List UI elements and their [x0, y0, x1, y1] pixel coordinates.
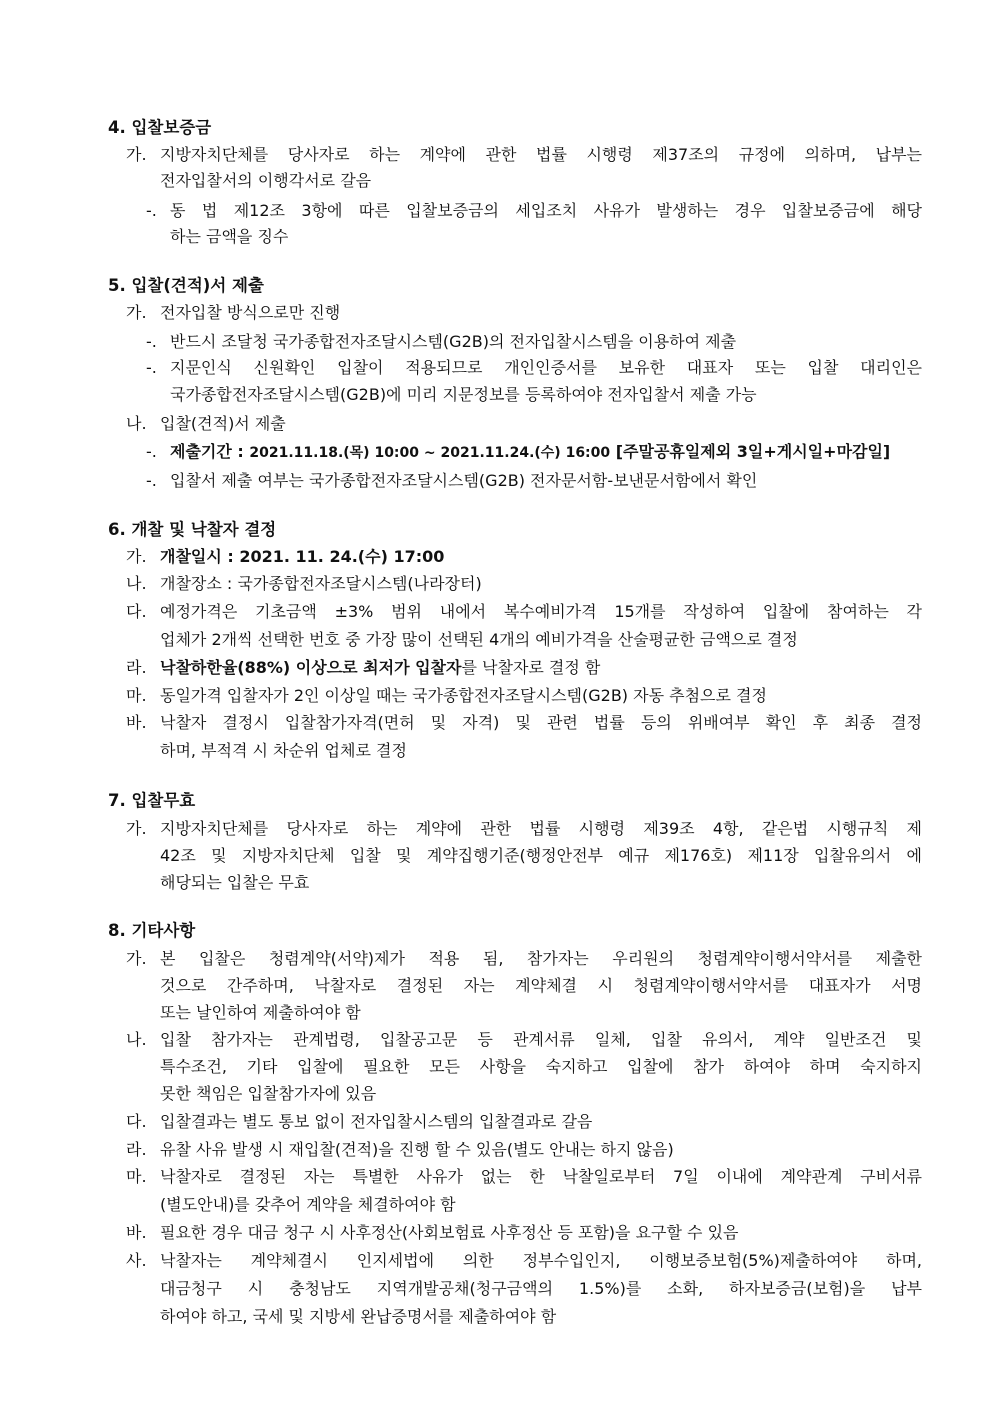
paragraph-line: 것으로 간주하며, 낙찰자로 결정된 자는 계약체결 시 청렴계약이행서약서를 대표자가 서명 — [160, 976, 922, 995]
paragraph-line: 전자입찰서의 이행각서로 갈음 — [160, 171, 372, 190]
sub-item-marker: -. — [146, 442, 157, 461]
section-heading: 8. 기타사항 — [108, 921, 196, 940]
item-marker: 다. — [126, 1112, 147, 1131]
paragraph-line: 특수조건, 기타 입찰에 필요한 모든 사항을 숙지하고 입찰에 참가 하여야 하며 숙지하지 — [160, 1057, 922, 1076]
item-marker: 마. — [126, 686, 147, 705]
submission-period-dates: 2021.11.18.(목) 10:00 ~ 2021.11.24.(수) 16:00 — [249, 445, 611, 461]
item-marker: 라. — [126, 658, 147, 677]
paragraph-line: 지문인식 신원확인 입찰이 적용되므로 개인인증서를 보유한 대표자 또는 입찰 대리인은 — [170, 358, 922, 377]
award-threshold: 낙찰하한율(88%) 이상으로 최저가 입찰자 — [160, 658, 462, 677]
sub-item-marker: -. — [146, 201, 157, 220]
section-heading: 5. 입찰(견적)서 제출 — [108, 276, 264, 295]
sub-item-marker: -. — [146, 358, 157, 377]
paragraph-line: 필요한 경우 대금 청구 시 사후정산(사회보험료 사후정산 등 포함)을 요구할 수 있음 — [160, 1223, 739, 1242]
paragraph-line: 본 입찰은 청렴계약(서약)제가 적용 됨, 참가자는 우리원의 청렴계약이행서약서를 제출한 — [160, 949, 922, 968]
paragraph-line: 지방자치단체를 당사자로 하는 계약에 관한 법률 시행령 제37조의 규정에 의하며, 납부는 — [160, 145, 922, 164]
section-heading: 7. 입찰무효 — [108, 791, 196, 810]
item-marker: 나. — [126, 1030, 147, 1049]
submission-period — [170, 439, 890, 465]
paragraph-line: 전자입찰 방식으로만 진행 — [160, 303, 341, 322]
paragraph-line: 유찰 사유 발생 시 재입찰(견적)을 진행 할 수 있음(별도 안내는 하지 않음) — [160, 1140, 674, 1159]
sub-item-marker: -. — [146, 471, 157, 490]
section-heading: 6. 개찰 및 낙찰자 결정 — [108, 520, 277, 539]
award-threshold-rest: 를 낙찰자로 결정 함 — [461, 658, 601, 677]
paragraph-line: 해당되는 입찰은 무효 — [160, 873, 310, 892]
item-marker: 바. — [126, 713, 147, 732]
paragraph-line: 국가종합전자조달시스템(G2B)에 미리 지문정보를 등록하여야 전자입찰서 제출 가능 — [170, 385, 757, 404]
item-marker: 바. — [126, 1223, 147, 1242]
paragraph-line: (별도안내)를 갖추어 계약을 체결하여야 함 — [160, 1195, 456, 1214]
paragraph-line: 하여야 하고, 국세 및 지방세 완납증명서를 제출하여야 함 — [160, 1307, 557, 1326]
item-marker: 가. — [126, 303, 147, 322]
paragraph-line: 지방자치단체를 당사자로 하는 계약에 관한 법률 시행령 제39조 4항, 같은법 시행규칙 제 — [160, 819, 922, 838]
paragraph-line: 낙찰자는 계약체결시 인지세법에 의한 정부수입인지, 이행보증보험(5%)제출하여야 하며, — [160, 1251, 922, 1270]
paragraph-line: 또는 날인하여 제출하여야 함 — [160, 1003, 361, 1022]
paragraph-line: 업체가 2개씩 선택한 번호 중 가장 많이 선택된 4개의 예비가격을 산술평균한 금액으로 결정 — [160, 630, 798, 649]
submission-period-note: [주말공휴일제외 3일+게시일+마감일] — [615, 442, 891, 461]
paragraph-line: 하는 금액을 징수 — [170, 227, 289, 246]
section-heading: 4. 입찰보증금 — [108, 118, 212, 137]
paragraph-line: 낙찰자 결정시 입찰참가자격(면허 및 자격) 및 관련 법률 등의 위배여부 확인 후 최종 결정 — [160, 713, 922, 732]
paragraph-line: 42조 및 지방자치단체 입찰 및 계약집행기준(행정안전부 예규 제176호) 제11장 입찰유의서 에 — [160, 846, 922, 865]
item-marker: 마. — [126, 1167, 147, 1186]
paragraph-line: 입찰(견적)서 제출 — [160, 414, 286, 433]
item-marker: 나. — [126, 414, 147, 433]
item-marker: 나. — [126, 574, 147, 593]
paragraph-line: 못한 책임은 입찰참가자에 있음 — [160, 1084, 377, 1103]
item-marker: 가. — [126, 949, 147, 968]
item-marker: 가. — [126, 547, 147, 566]
submission-period-label: 제출기간 : — [170, 442, 244, 461]
paragraph-line: 낙찰자로 결정된 자는 특별한 사유가 없는 한 낙찰일로부터 7일 이내에 계약관계 구비서류 — [160, 1167, 922, 1186]
item-marker: 사. — [126, 1251, 147, 1270]
paragraph-line: 동 법 제12조 3항에 따른 입찰보증금의 세입조치 사유가 발생하는 경우 입찰보증금에 해당 — [170, 201, 922, 220]
item-marker: 다. — [126, 602, 147, 621]
paragraph-line — [160, 655, 600, 681]
paragraph-line: 개찰장소 : 국가종합전자조달시스템(나라장터) — [160, 574, 482, 593]
paragraph-line: 입찰 참가자는 관계법령, 입찰공고문 등 관계서류 일체, 입찰 유의서, 계약 일반조건 및 — [160, 1030, 922, 1049]
paragraph-line: 입찰서 제출 여부는 국가종합전자조달시스템(G2B) 전자문서함-보낸문서함에서 확인 — [170, 471, 758, 490]
paragraph-line: 대금청구 시 충청남도 지역개발공채(청구금액의 1.5%)를 소화, 하자보증금(보험)을 납부 — [160, 1279, 922, 1298]
sub-item-marker: -. — [146, 332, 157, 351]
item-marker: 가. — [126, 145, 147, 164]
paragraph-line: 하며, 부적격 시 차순위 업체로 결정 — [160, 741, 407, 760]
item-marker: 라. — [126, 1140, 147, 1159]
paragraph-line: 입찰결과는 별도 통보 없이 전자입찰시스템의 입찰결과로 갈음 — [160, 1112, 593, 1131]
paragraph-line: 동일가격 입찰자가 2인 이상일 때는 국가종합전자조달시스템(G2B) 자동 추첨으로 결정 — [160, 686, 767, 705]
opening-datetime: 개찰일시 : 2021. 11. 24.(수) 17:00 — [160, 547, 445, 566]
item-marker: 가. — [126, 819, 147, 838]
paragraph-line: 반드시 조달청 국가종합전자조달시스템(G2B)의 전자입찰시스템을 이용하여 제출 — [170, 332, 737, 351]
paragraph-line: 예정가격은 기초금액 ±3% 범위 내에서 복수예비가격 15개를 작성하여 입찰에 참여하는 각 — [160, 602, 922, 621]
